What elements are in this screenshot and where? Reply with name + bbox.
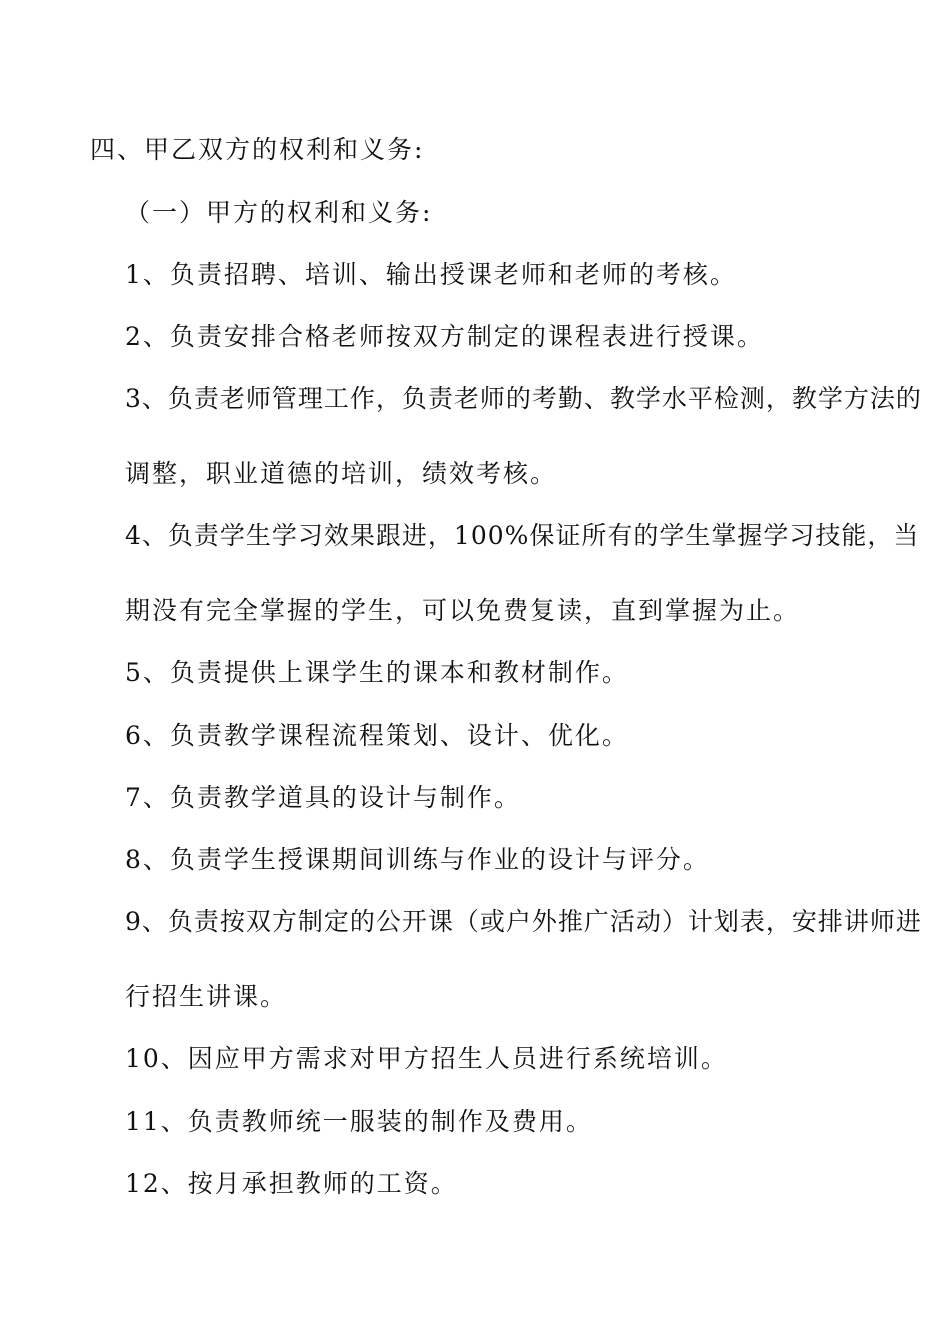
list-item-continuation: 调整，职业道德的培训，绩效考核。 [125, 459, 558, 488]
section-heading: 四、甲乙双方的权利和义务: [90, 135, 425, 164]
list-item: 3、负责老师管理工作，负责老师的考勤、教学水平检测，教学方法的 [125, 384, 922, 413]
list-item: 12、按月承担教师的工资。 [125, 1169, 458, 1198]
list-item: 8、负责学生授课期间训练与作业的设计与评分。 [125, 845, 710, 874]
list-item: 10、因应甲方需求对甲方招生人员进行系统培训。 [125, 1044, 728, 1073]
list-item: 7、负责教学道具的设计与制作。 [125, 783, 521, 812]
subsection-heading: （一）甲方的权利和义务: [125, 198, 433, 227]
list-item: 5、负责提供上课学生的课本和教材制作。 [125, 658, 629, 687]
list-item: 6、负责教学课程流程策划、设计、优化。 [125, 721, 629, 750]
list-item: 9、负责按双方制定的公开课（或户外推广活动）计划表，安排讲师进 [125, 907, 922, 936]
list-item: 1、负责招聘、培训、输出授课老师和老师的考核。 [125, 260, 737, 289]
list-item: 2、负责安排合格老师按双方制定的课程表进行授课。 [125, 322, 764, 351]
list-item-continuation: 行招生讲课。 [125, 982, 288, 1011]
list-item: 4、负责学生学习效果跟进，100%保证所有的学生掌握学习技能，当 [125, 521, 920, 550]
list-item: 11、负责教师统一服装的制作及费用。 [125, 1107, 593, 1136]
list-item-continuation: 期没有完全掌握的学生，可以免费复读，直到掌握为止。 [125, 596, 801, 625]
